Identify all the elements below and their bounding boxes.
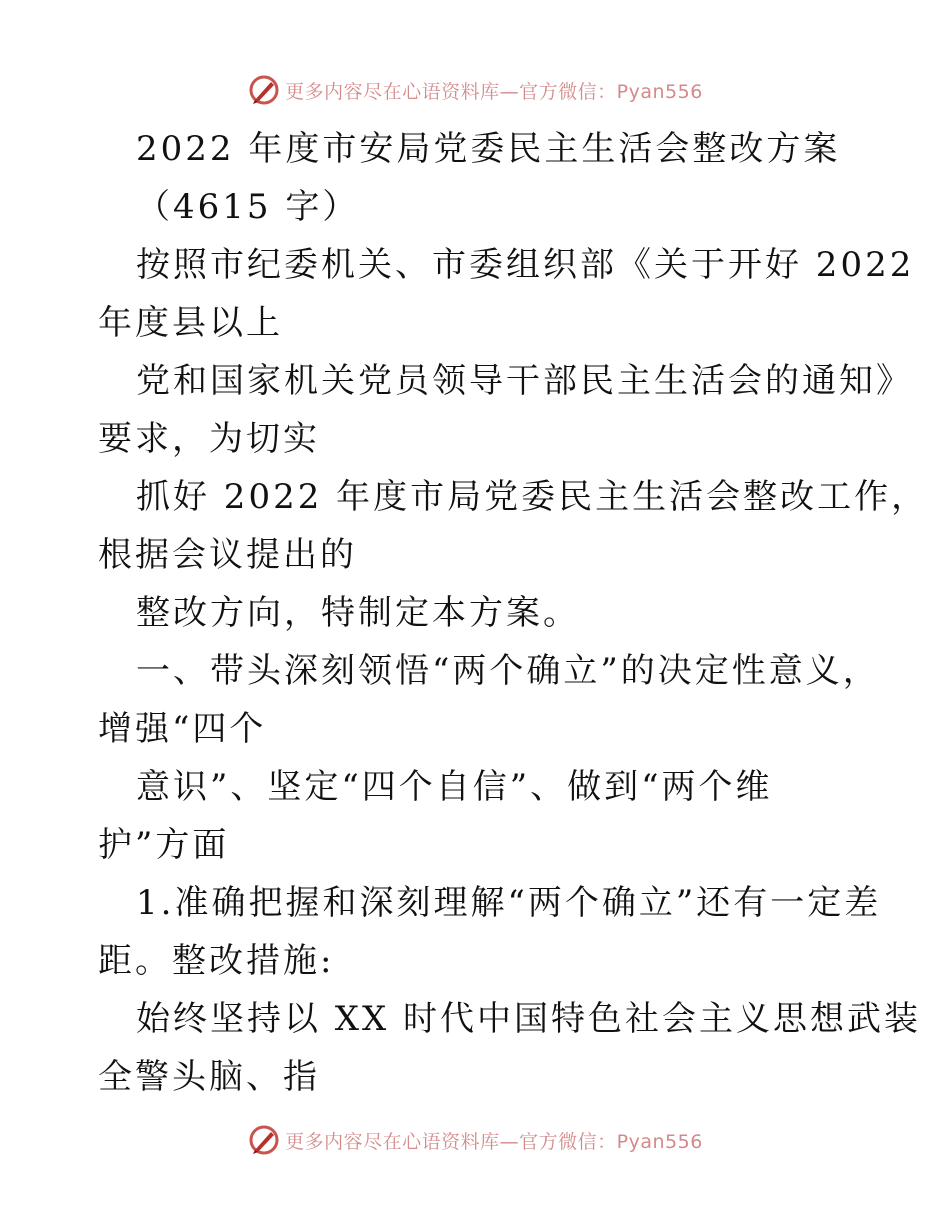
pen-logo-icon xyxy=(247,1123,281,1157)
watermark-footer xyxy=(0,1120,950,1160)
paragraph-line: 年度县以上 xyxy=(98,303,283,343)
watermark-text: 更多内容尽在心语资料库—官方微信：Pyan556 xyxy=(285,80,703,103)
paragraph-line: 始终坚持以 XX 时代中国特色社会主义思想武装 xyxy=(136,999,922,1039)
section-heading: 增强“四个 xyxy=(98,709,267,749)
document-body xyxy=(98,120,929,1106)
section-heading: 护”方面 xyxy=(98,825,230,865)
paragraph-line: 要求，为切实 xyxy=(98,419,320,459)
paragraph-line: 按照市纪委机关、市委组织部《关于开好 2022 xyxy=(136,245,915,285)
section-heading: 意识”、坚定“四个自信”、做到“两个维 xyxy=(136,767,773,807)
paragraph-line: 整改方向，特制定本方案。 xyxy=(136,593,580,633)
paragraph-line: 根据会议提出的 xyxy=(98,535,357,575)
document-title: 2022 年度市安局党委民主生活会整改方案 xyxy=(136,129,841,169)
paragraph-line: 抓好 2022 年度市局党委民主生活会整改工作， xyxy=(136,477,929,517)
list-item: 距。整改措施: xyxy=(98,941,335,981)
paragraph-line: 党和国家机关党员领导干部民主生活会的通知》 xyxy=(136,361,913,401)
list-item: 1.准确把握和深刻理解“两个确立”还有一定差 xyxy=(136,883,882,923)
paragraph-line: 全警头脑、指 xyxy=(98,1057,320,1097)
section-heading: 一、带头深刻领悟“两个确立”的决定性意义， xyxy=(136,651,880,691)
watermark-header xyxy=(0,70,950,110)
watermark-text: 更多内容尽在心语资料库—官方微信：Pyan556 xyxy=(285,1130,703,1153)
pen-logo-icon xyxy=(247,73,281,107)
word-count: （4615 字） xyxy=(136,187,360,227)
